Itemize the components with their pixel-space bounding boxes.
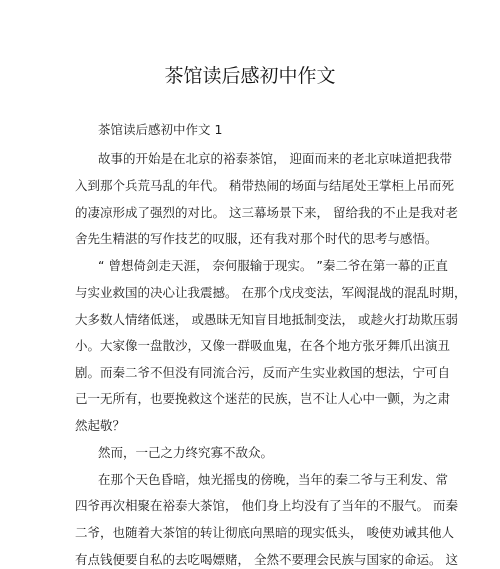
paragraph-line: 二爷，也随着大茶馆的转让彻底向黑暗的现实低头， 唆使劝诫其他人 — [75, 525, 454, 540]
paragraph-line: 故事的开始是在北京的裕泰茶馆， 迎面而来的老北京味道把我带 — [98, 151, 452, 166]
paragraph-line: 然而，一己之力终究寡不敌众。 — [98, 445, 274, 460]
paragraph-line: 剧。而秦二爷不但没有同流合污，反而产生实业救国的想法，宁可自 — [75, 365, 451, 380]
paragraph-line: 与实业救国的决心让我震撼。 在那个戊戌变法，军阀混战的混乱时期， — [75, 285, 467, 300]
paragraph-line: 大多数人情绪低迷， 或愚昧无知盲目地抵制变法， 或趁火打劫欺压弱 — [75, 312, 458, 327]
document-title: 茶馆读后感初中作文 — [164, 65, 336, 87]
paragraph-line: 小。大家像一盘散沙，又像一群吸血鬼，在各个地方张牙舞爪出演丑 — [75, 338, 451, 353]
paragraph-line: “ 曾想倚剑走天涯， 奈何服输于现实。 ”秦二爷在第一幕的正直 — [98, 258, 448, 273]
paragraph-line: 己一无所有，也要挽救这个迷茫的民族，岂不让人心中一颤，为之肃 — [75, 391, 451, 406]
section-heading: 茶馆读后感初中作文 1 — [98, 122, 223, 137]
paragraph-line: 入到那个兵荒马乱的年代。 稍带热闹的场面与结尾处王掌柜上吊而死 — [75, 178, 454, 193]
paragraph-line: 然起敬？ — [75, 418, 126, 433]
paragraph-line: 有点钱便要自私的去吃喝嫖赌， 全然不要理会民族与国家的命运。 这 — [75, 552, 458, 567]
paragraph-line: 舍先生精湛的写作技艺的叹服，还有我对那个时代的思考与感悟。 — [75, 231, 438, 246]
paragraph-line: 的凄凉形成了强烈的对比。 这三幕场景下来， 留给我的不止是我对老 — [75, 205, 458, 220]
paragraph-line: 四爷再次相聚在裕泰大茶馆， 他们身上均没有了当年的不服气。 而秦 — [75, 498, 458, 513]
paragraph-line: 在那个天色昏暗，烛光摇曳的傍晚，当年的秦二爷与王利发、常 — [98, 472, 449, 487]
